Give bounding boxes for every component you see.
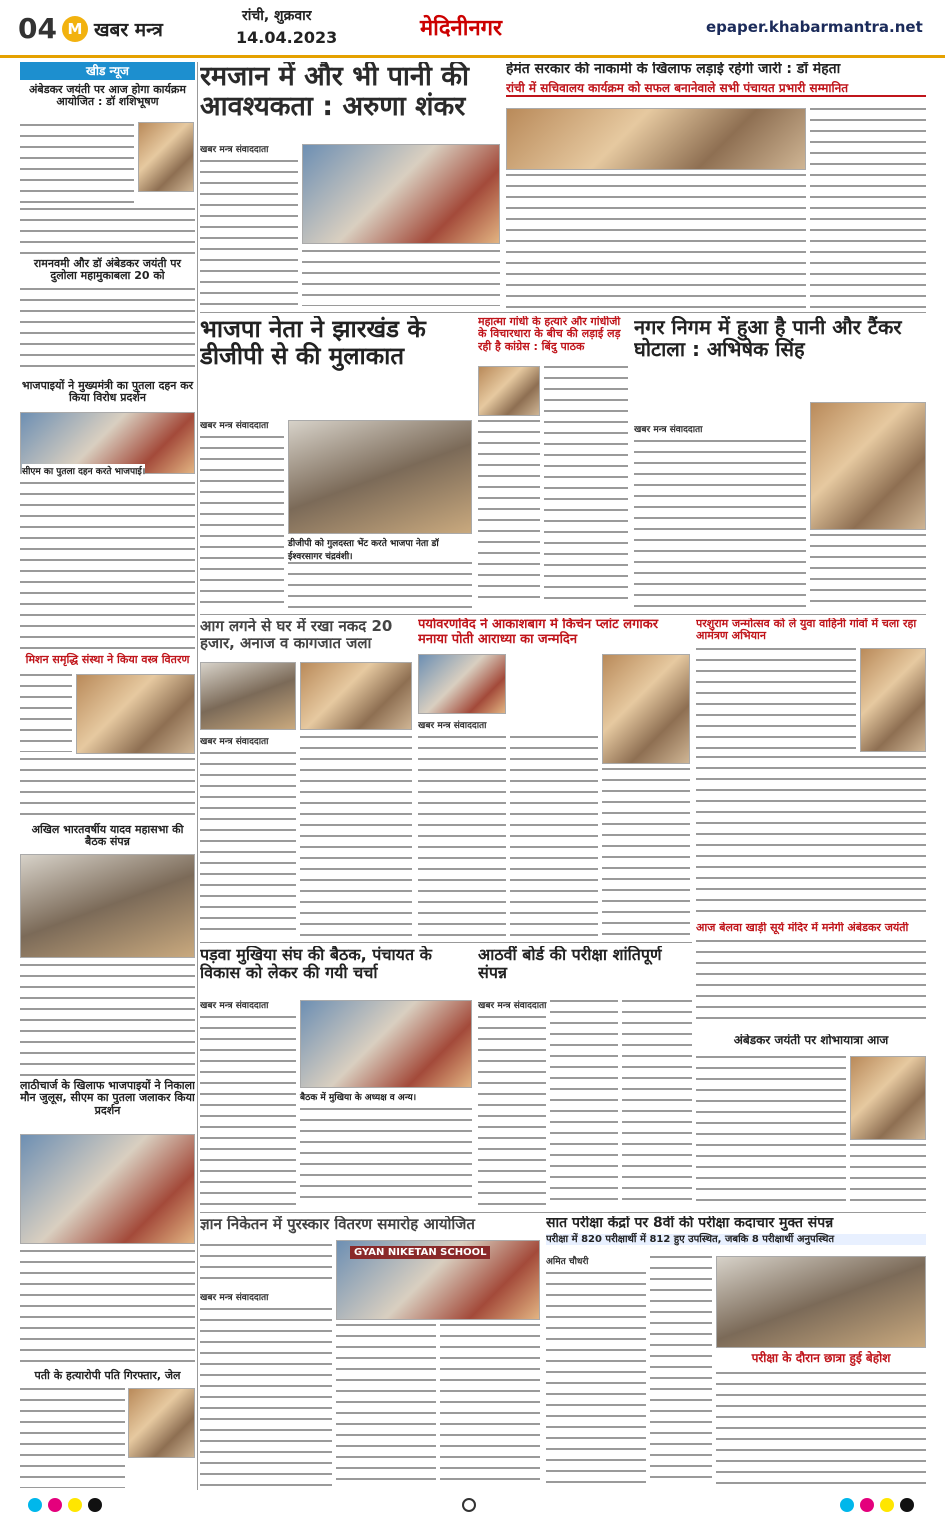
body-text [20, 964, 195, 1076]
byline: खबर मन्त्र संवाददाता [418, 721, 487, 731]
photo [128, 1388, 195, 1458]
photo-caption: सीएम का पुतला दहन करते भाजपाई। [22, 464, 145, 477]
photo [860, 648, 926, 752]
story-bjp-dgp [200, 316, 472, 612]
story-fire [200, 618, 412, 940]
print-registration-marks [0, 1492, 945, 1517]
body-text [440, 1324, 540, 1486]
photo [288, 420, 472, 534]
photo [602, 654, 690, 764]
photo [810, 402, 926, 530]
edition-name: मेदिनीनगर [420, 16, 503, 41]
body-text [20, 288, 195, 376]
photo [418, 654, 506, 714]
body-text [20, 482, 195, 652]
page-number: 04 [18, 12, 57, 45]
byline: खबर मन्त्र संवाददाता [200, 145, 269, 155]
photo [300, 662, 412, 730]
byline: खबर मन्त्र संवाददाता [200, 1001, 269, 1011]
body-text [200, 1244, 332, 1284]
story-headline: अंबेडकर जयंती पर आज होगा कार्यक्रम आयोजित : डॉ शशिभूषण [29, 83, 186, 109]
photo [76, 674, 195, 754]
body-text [20, 1250, 195, 1366]
byline: अमित चौधरी [546, 1257, 589, 1267]
byline: खबर मन्त्र संवाददाता [478, 1001, 547, 1011]
left-column [20, 62, 195, 1492]
registration-dot-icon [900, 1498, 914, 1512]
body-text [506, 174, 806, 308]
story-subhead: परीक्षा में 820 परीक्षार्थी में 812 हुए उपस्थित, जबकि 8 परीक्षार्थी अनुपस्थित [546, 1234, 926, 1245]
story-headline: पर्यावरणविद ने आकाशबाग में किचेन प्लांट लगाकर मनाया पोती आराध्या का जन्मदिन [418, 618, 659, 647]
body-text [20, 1388, 125, 1488]
body-text [696, 756, 926, 916]
body-text [622, 1000, 692, 1206]
body-text [302, 250, 500, 306]
story-headline: परशुराम जन्मोत्सव को ले युवा वाहिनी गांवों में चला रहा आमंत्रण अभियान [696, 618, 917, 643]
story-mukhiya [200, 946, 472, 1210]
body-text [546, 1272, 646, 1486]
story-exam-centres [546, 1216, 926, 1490]
photo [300, 1000, 472, 1088]
body-text [602, 768, 690, 936]
section-rule [200, 614, 926, 615]
photo-caption: बैठक में मुखिया के अध्यक्ष व अन्य। [300, 1090, 472, 1103]
story-subhead: रांची में सचिवालय कार्यक्रम को सफल बनानेवाले सभी पंचायत प्रभारी सम्मानित [506, 82, 926, 97]
body-text [810, 534, 926, 610]
body-text [418, 736, 506, 936]
story-headline: रमजान में और भी पानी की आवश्यकता : अरुणा शंकर [200, 62, 470, 123]
body-text [510, 736, 598, 936]
photo [20, 854, 195, 958]
story-headline: आज बेलवा खाड़ी सूर्य मंदिर में मनेगी अंबेडकर जयंती [696, 922, 909, 934]
section-label: खीड न्यूज [20, 62, 195, 80]
story-headline: भाजपा नेता ने झारखंड के डीजीपी से की मुलाकात [200, 316, 426, 370]
registration-dot-icon [88, 1498, 102, 1512]
body-text [550, 1000, 618, 1206]
column-divider [197, 62, 198, 1490]
story-gyan-niketan [200, 1216, 540, 1490]
dateline-date: 14.04.2023 [236, 28, 338, 47]
story-headline: पती के हत्यारोपी पति गिरफ्तार, जेल [34, 1369, 181, 1382]
body-text [200, 160, 298, 306]
story-headline: मिशन समृद्धि संस्था ने किया वस्त्र वितरण [25, 653, 190, 666]
body-text [696, 648, 856, 752]
registration-dot-icon [462, 1498, 476, 1512]
section-rule [200, 312, 926, 313]
body-text [716, 1372, 926, 1486]
byline: खबर मन्त्र संवाददाता [200, 421, 269, 431]
story-kitchen [418, 618, 690, 940]
school-sign: GYAN NIKETAN SCHOOL [350, 1246, 490, 1259]
body-text [200, 436, 284, 608]
story-mehta [506, 62, 926, 310]
registration-dot-icon [880, 1498, 894, 1512]
registration-dot-icon [28, 1498, 42, 1512]
story-headline: भाजपाइयों ने मुख्यमंत्री का पुतला दहन कर किया विरोध प्रदर्शन [21, 379, 194, 405]
byline: खबर मन्त्र संवाददाता [634, 425, 703, 435]
body-text [696, 1056, 846, 1206]
body-text [478, 1016, 546, 1206]
photo-caption: डीजीपी को गुलदस्ता भेंट करते भाजपा नेता डॉ ईश्वरसागर चंद्रवंशी। [288, 536, 472, 562]
body-text [20, 124, 134, 204]
photo [850, 1056, 926, 1140]
section-rule [200, 1212, 926, 1213]
story-exam8 [478, 946, 692, 1210]
registration-dot-icon [48, 1498, 62, 1512]
byline: खबर मन्त्र संवाददाता [200, 737, 269, 747]
body-text [634, 440, 806, 610]
story-congress [478, 316, 628, 612]
body-text [200, 1308, 332, 1486]
story-parshuram [696, 618, 926, 920]
photo [138, 122, 194, 192]
byline: खबर मन्त्र संवाददाता [200, 1293, 269, 1303]
story-ramzan [200, 62, 500, 310]
body-text [650, 1256, 712, 1486]
registration-dot-icon [840, 1498, 854, 1512]
story-headline: परीक्षा के दौरान छात्रा हुई बेहोश [751, 1351, 891, 1365]
body-text [20, 208, 195, 256]
story-headline: अंबेडकर जयंती पर शोभायात्रा आज [733, 1034, 889, 1047]
body-text [544, 366, 628, 606]
photo [506, 108, 806, 170]
story-headline: महात्मा गांधी के हत्यारे और गांधीजी के विचारधारा के बीच की लड़ाई लड़ रही है कांग्रेस : बिंदु पाठक [478, 316, 621, 353]
story-headline: आग लगने से घर में रखा नकद 20 हजार, अनाज व कागजात जला [200, 618, 393, 652]
body-text [810, 108, 926, 308]
brand-name: खबर मन्त्र [94, 19, 163, 41]
story-shobhayatra [696, 1034, 926, 1210]
section-rule [200, 942, 692, 943]
photo [302, 144, 500, 244]
story-headline: आठवीं बोर्ड की परीक्षा शांतिपूर्ण संपन्न [478, 946, 662, 982]
story-tanker [634, 316, 926, 612]
story-headline: सात परीक्षा केंद्रों पर 8वीं की परीक्षा कदाचार मुक्त संपन्न [546, 1216, 834, 1231]
registration-dot-icon [860, 1498, 874, 1512]
body-text [478, 420, 540, 606]
photo [20, 1134, 195, 1244]
masthead [0, 0, 945, 58]
body-text [20, 674, 72, 752]
story-ambedkar-jayanti [696, 922, 926, 1028]
story-headline: अखिल भारतवर्षीय यादव महासभा की बैठक संपन्न [31, 823, 184, 849]
brand-logo-icon: M [62, 16, 88, 42]
story-headline: लाठीचार्ज के खिलाफ भाजपाइयों ने निकाला मौन जुलूस, सीएम का पुतला जलाकर किया प्रदर्शन [20, 1079, 195, 1117]
photo [716, 1256, 926, 1348]
body-text [20, 758, 195, 822]
story-headline: हेमंत सरकार की नाकामी के खिलाफ लड़ाई रहेगी जारी : डॉ मेहता [506, 62, 841, 77]
photo [200, 662, 296, 730]
dateline-location: रांची, शुक्रवार [242, 8, 312, 24]
registration-dot-icon [68, 1498, 82, 1512]
body-text [200, 1016, 296, 1206]
body-text [200, 752, 296, 936]
body-text [850, 1144, 926, 1206]
body-text [696, 940, 926, 1026]
body-text [300, 1108, 472, 1206]
photo [478, 366, 540, 416]
body-text [288, 562, 472, 608]
epaper-link[interactable]: epaper.khabarmantra.net [706, 18, 923, 36]
story-headline: रामनवमी और डॉ अंबेडकर जयंती पर दुलोला महामुकाबला 20 को [33, 257, 182, 283]
story-headline: नगर निगम में हुआ है पानी और टैंकर घोटाला : अभिषेक सिंह [634, 316, 902, 362]
story-headline: ज्ञान निकेतन में पुरस्कार वितरण समारोह आयोजित [200, 1216, 475, 1233]
body-text [300, 736, 412, 936]
story-headline: पड़वा मुखिया संघ की बैठक, पंचायत के विकास को लेकर की गयी चर्चा [200, 946, 432, 982]
body-text [336, 1324, 436, 1486]
